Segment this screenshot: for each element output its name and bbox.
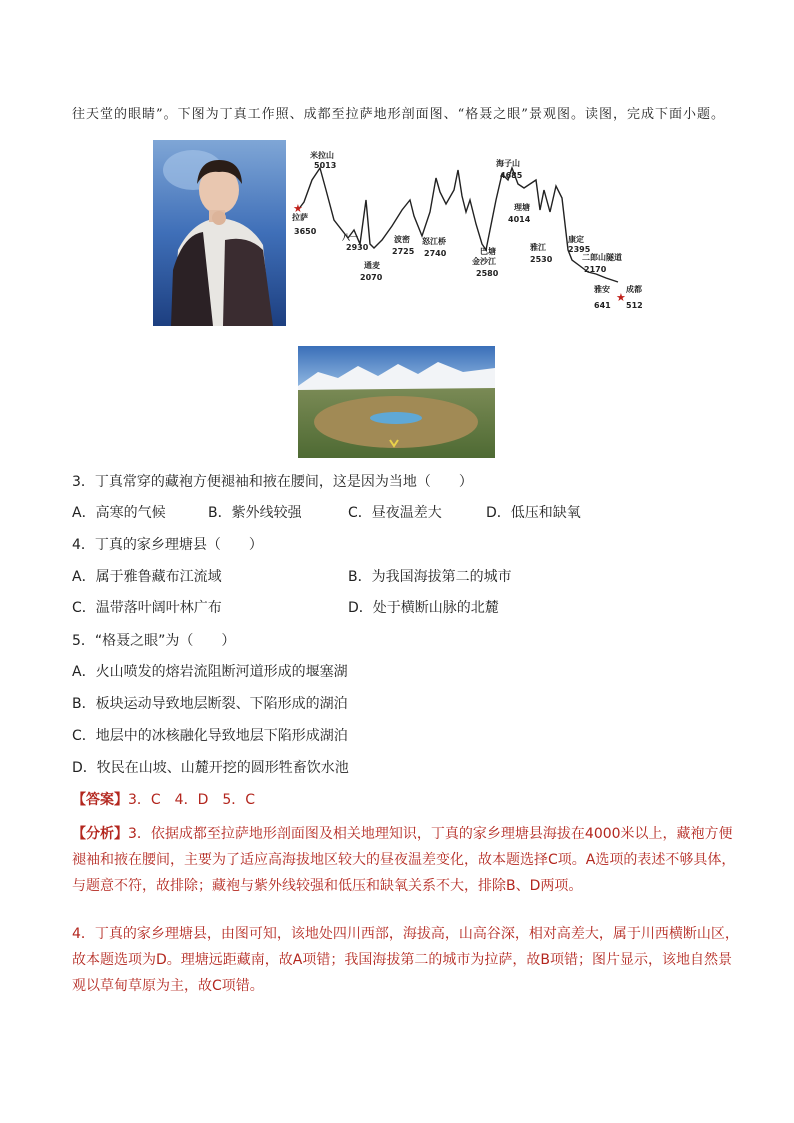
q4-option-c[interactable]: C．温带落叶阔叶林广布: [72, 600, 222, 616]
label-yaan: 雅安: [594, 285, 610, 294]
answer-text: 3．C 4．D 5．C: [128, 792, 256, 808]
answer-line: [72, 787, 742, 813]
q5-option-c[interactable]: C．地层中的冰核融化导致地层下陷形成湖泊: [72, 728, 348, 744]
q4-option-b[interactable]: B．为我国海拔第二的城市: [348, 569, 512, 585]
q3-option-a[interactable]: A．高寒的气候: [72, 505, 166, 521]
value-bomi: 2725: [392, 247, 415, 256]
value-milashan: 5013: [314, 161, 337, 170]
q4-option-a[interactable]: A．属于雅鲁藏布江流域: [72, 569, 222, 585]
value-jinshajiang: 2580: [476, 269, 499, 278]
q5-option-d[interactable]: D．牧民在山坡、山麓开挖的圆形牲畜饮水池: [72, 760, 349, 776]
q3-option-d[interactable]: D．低压和缺氧: [486, 505, 581, 521]
question-3-stem: 3．丁真常穿的藏袍方便褪袖和掖在腰间，这是因为当地（ ）: [72, 474, 473, 490]
label-yajiang: 雅江: [530, 243, 546, 252]
q5-option-b[interactable]: B．板块运动导致地层断裂、下陷形成的湖泊: [72, 696, 348, 712]
label-milashan: 米拉山: [310, 151, 334, 160]
value-haizishan: 4685: [500, 171, 523, 180]
label-lhasa: 拉萨: [292, 213, 308, 222]
terrain-profile-line: [298, 168, 618, 282]
value-tongmai: 2070: [360, 273, 383, 282]
analysis-text-1: 3．依据成都至拉萨地形剖面图及相关地理知识，丁真的家乡理塘县海拔在4000米以上，藏袍方便褪袖和掖在腰间，主要为了适应高海拔地区较大的昼夜温差变化，故本题选择C项。A选项的表述不够具体，与题意不符，故排除；藏袍与紫外线较强和低压和缺氧关系不大，排除B、D两项。: [72, 826, 736, 894]
intro-text: 往天堂的眼睛”。下图为丁真工作照、成都至拉萨地形剖面图、“格聂之眼”景观图。读图，完成下面小题。: [72, 107, 725, 122]
label-bayi: 八一: [342, 233, 358, 242]
q3-option-b[interactable]: B．紫外线较强: [208, 505, 302, 521]
value-bayi: 2930: [346, 243, 369, 252]
label-litang: 理塘: [514, 203, 530, 212]
analysis-paragraph-2: 4．丁真的家乡理塘县，由图可知，该地处四川西部，海拔高，山高谷深，相对高差大，属于川西横断山区，故本题选项为D。理塘远距藏南，故A项错；我国海拔第二的城市为拉萨，故B项错；图片显示，该地自然景观以草甸草原为主，故C项错。: [72, 926, 739, 994]
lhasa-star-icon: ★: [293, 202, 303, 215]
label-kangding: 康定: [568, 235, 584, 244]
analysis-tag: 【分析】: [72, 826, 128, 842]
terrain-profile-chart: [290, 140, 645, 315]
geni-eye-landscape: [298, 346, 495, 458]
label-bomi: 波密: [394, 235, 410, 244]
question-4-stem: 4．丁真的家乡理塘县（ ）: [72, 537, 263, 553]
value-yaan: 641: [594, 301, 611, 310]
label-nujiangqiao: 怒江桥: [422, 237, 446, 246]
label-chengdu: 成都: [626, 285, 642, 294]
value-chengdu: 512: [626, 301, 643, 310]
value-nujiangqiao: 2740: [424, 249, 447, 258]
value-erlangshan: 2170: [584, 265, 607, 274]
label-jinshajiang: 金沙江: [472, 257, 496, 266]
answer-tag: 【答案】: [72, 792, 128, 808]
value-kangding: 2395: [568, 245, 591, 254]
question-5-stem: 5．“格聂之眼”为（ ）: [72, 633, 236, 649]
worker-photo: [153, 140, 286, 326]
q4-option-d[interactable]: D．处于横断山脉的北麓: [348, 600, 499, 616]
label-erlangshan: 二郎山隧道: [582, 253, 622, 262]
label-haizishan: 海子山: [496, 159, 520, 168]
label-batang: 巴塘: [480, 247, 496, 256]
value-yajiang: 2530: [530, 255, 553, 264]
chengdu-star-icon: ★: [616, 291, 626, 304]
analysis-paragraph-1: [72, 821, 742, 899]
label-tongmai: 通麦: [364, 261, 380, 270]
q3-option-c[interactable]: C．昼夜温差大: [348, 505, 442, 521]
value-lhasa: 3650: [294, 227, 317, 236]
q5-option-a[interactable]: A．火山喷发的熔岩流阻断河道形成的堰塞湖: [72, 664, 348, 680]
value-litang: 4014: [508, 215, 531, 224]
